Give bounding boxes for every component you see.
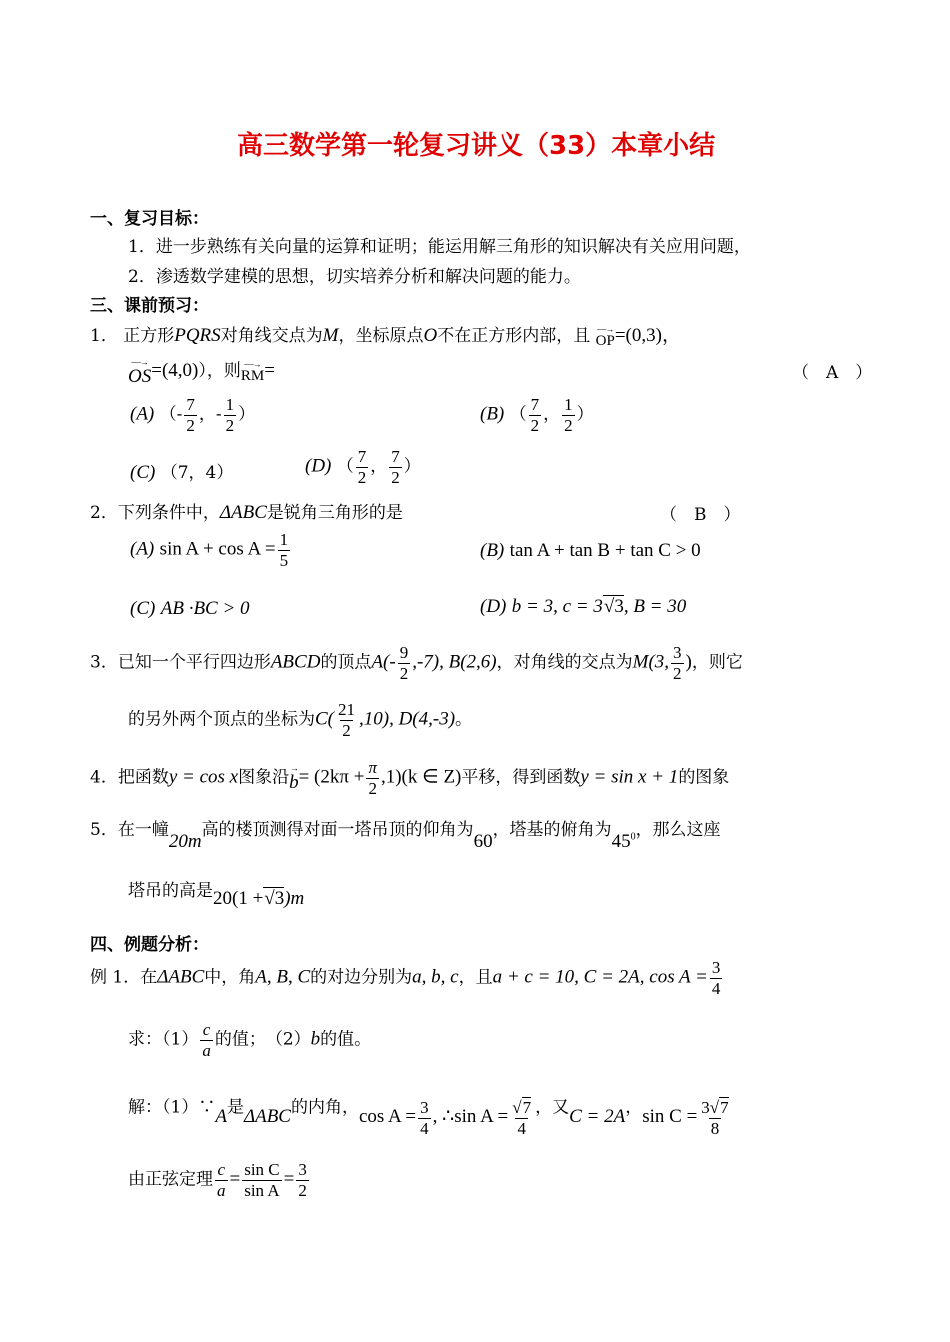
math-op-value: =(0,3)， — [614, 325, 681, 346]
fraction: $\frac{1}{5}$ — [279, 530, 289, 570]
question-1-line-1 — [90, 320, 681, 349]
example-1-ask: 求：（1） $\frac{c}{a}$ 的值； （2）b的值。 — [128, 1020, 372, 1060]
answer-q1: （ A ） — [792, 363, 873, 383]
question-5-line-1: 5．在一幢20m高的楼顶测得对面一塔吊顶的仰角为60，塔基的俯角为$45^0$，那么这座 — [90, 820, 721, 852]
example-1-solution-2: 由正弦定理 $\frac{c}{a}$ = $\frac{\text{sin C}}{\text{sin A}}$ = $\frac{3}{2}$ — [128, 1160, 307, 1200]
text: ），则 — [198, 361, 241, 381]
question-3-line-2: 的另外两个顶点的坐标为C( $\frac{21}{2}$ ,10), D(4,-3)。 — [128, 700, 473, 740]
section-goals-heading: 一、复习目标： — [90, 209, 209, 229]
vector-os: ‒ ‒→ OS — [128, 356, 152, 387]
fraction: $\frac{7}{2}$ — [391, 447, 400, 487]
text: ，坐标原点 — [338, 326, 424, 346]
question-5-line-2: 塔吊的高是20(1 +√3)m — [128, 881, 305, 909]
text: 正方形 — [123, 326, 175, 346]
fraction: $\frac{7}{2}$ — [530, 395, 540, 435]
question-1-line-2 — [128, 356, 275, 386]
goal-item-1: 1．进一步熟练有关向量的运算和证明；能运用解三角形的知识解决有关应用问题， — [128, 237, 751, 257]
question-number: 1． — [90, 326, 118, 346]
math-os-value: =(4,0) — [151, 360, 199, 381]
vector-op: ‒ ‒→ OP — [595, 323, 615, 349]
option-a: (A) （- $\frac{7}{2}$ ，- $\frac{1}{2}$ ） — [130, 395, 256, 435]
fraction: $\frac{1}{2}$ — [225, 395, 235, 435]
section-preview-heading: 三、课前预习： — [90, 296, 209, 316]
page-title: 高三数学第一轮复习讲义（33）本章小结 — [237, 131, 716, 161]
q2-option-b: (B) tan A + tan B + tan C > 0 — [480, 540, 701, 561]
math-pqrs: PQRS — [174, 325, 221, 346]
q2-option-d: (D) b = 3, c = 3√3, B = 30 — [480, 596, 687, 617]
equals: = — [264, 360, 275, 381]
fraction: $\frac{7}{2}$ — [357, 447, 367, 487]
fraction: $\frac{1}{2}$ — [564, 395, 573, 435]
example-1-solution-1: 解：（1）∵A是ΔABC的内角，cos A = $\frac{3}{4}$ , ∴sin A = $\frac{√7}{4}$ ，又C = 2A，sin C = $\frac{3√7}{8}$ — [128, 1097, 729, 1138]
goal-item-2: 2．渗透数学建模的思想，切实培养分析和解决问题的能力。 — [128, 267, 581, 287]
fraction: $\frac{7}{2}$ — [186, 395, 195, 435]
answer-q2: （ B ） — [660, 505, 741, 525]
text: 不在正方形内部，且 — [437, 326, 591, 346]
option-c: (C) （7，4） — [130, 462, 234, 483]
math-m: M — [322, 325, 339, 346]
q2-option-a: (A) sin A + cos A = $\frac{1}{5}$ — [130, 530, 289, 570]
text: 对角线交点为 — [220, 326, 323, 346]
math-triangle: ΔABC — [219, 502, 267, 523]
section-examples-heading: 四、例题分析： — [90, 935, 209, 955]
math-o: O — [423, 325, 438, 346]
question-3-line-1: 3．已知一个平行四边形ABCD的顶点A(- $\frac{9}{2}$ ,-7), B(2,6)，对角线的交点为M(3, $\frac{3}{2}$ )，则它 — [90, 643, 743, 683]
question-4: 4．把函数y = cos x图象沿 → b = (2kπ + $\frac{\pi}{2}$ ,1)(k ∈ Z)平移，得到函数y = sin x + 1的图象 — [90, 758, 730, 798]
vector-rm: ‒ ‒→ RM — [240, 358, 265, 384]
option-b: (B) （ $\frac{7}{2}$ ， $\frac{1}{2}$ ） — [480, 395, 594, 435]
q2-option-c: (C) AB ·BC > 0 — [130, 598, 250, 619]
option-d: (D) （ $\frac{7}{2}$ ， $\frac{7}{2}$ ） — [305, 447, 421, 487]
example-1-stem: 例 1．在ΔABC中，角A, B, C的对边分别为a, b, c，且a + c = 10, C = 2A, cos A = $\frac{3}{4}$ — [90, 958, 721, 998]
question-2-stem: 2．下列条件中，ΔABC是锐角三角形的是 — [90, 502, 403, 523]
